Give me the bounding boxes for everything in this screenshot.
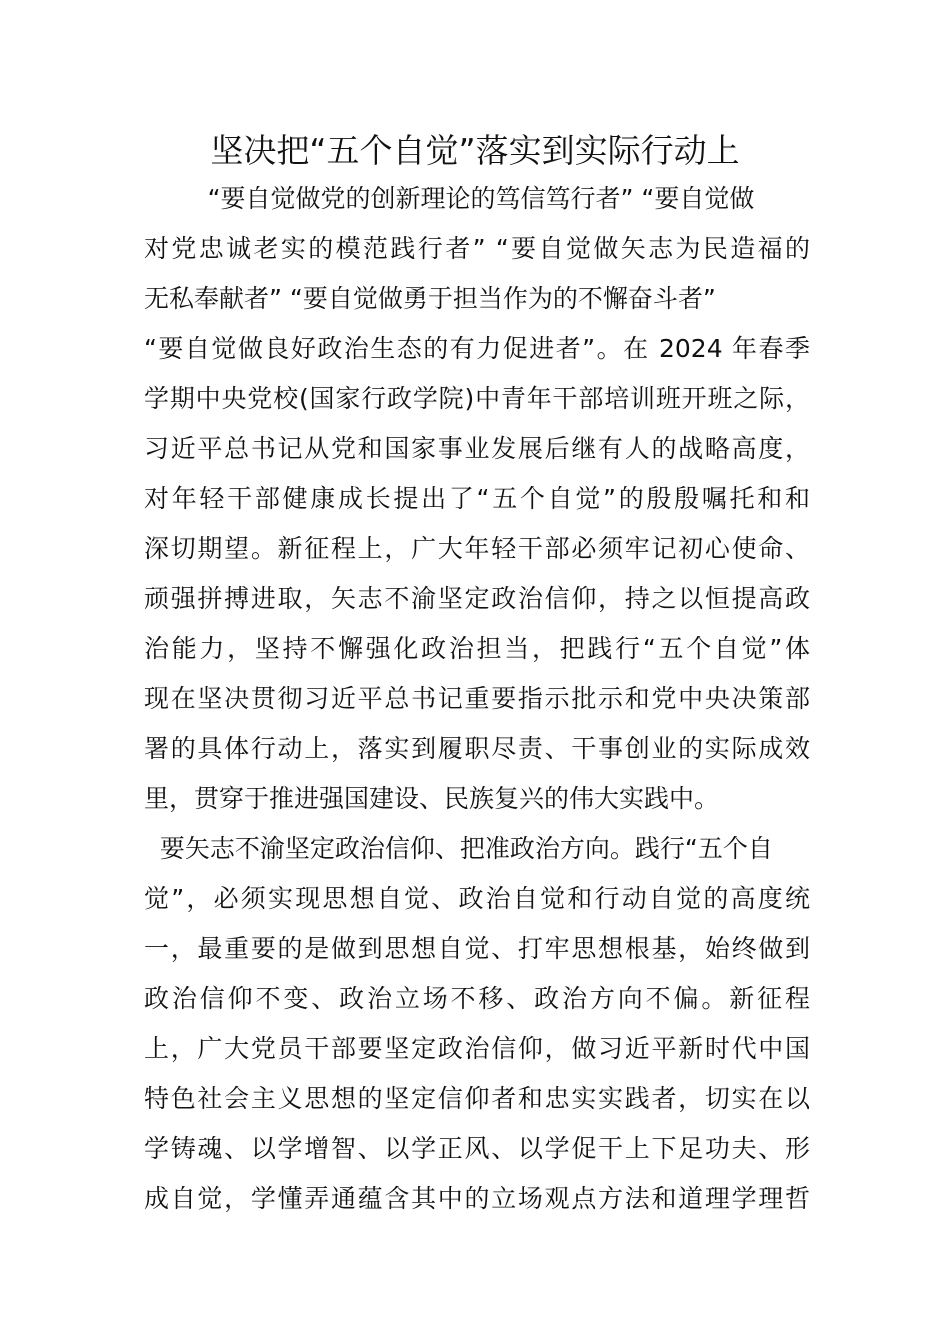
body-line: 顽强拼搏进取，矢志不渝坚定政治信仰，持之以恒提高政	[144, 584, 810, 613]
body-line: 对党忠诚老实的模范践行者” “要自觉做矢志为民造福的	[144, 234, 810, 263]
body-line: 现在坚决贯彻习近平总书记重要指示批示和党中央决策部	[144, 684, 810, 713]
body-line: 深切期望。新征程上，广大年轻干部必须牢记初心使命、	[144, 534, 810, 563]
body-line: 学铸魂、以学增智、以学正风、以学促干上下足功夫、形	[144, 1134, 810, 1163]
body-line: 上，广大党员干部要坚定政治信仰，做习近平新时代中国	[144, 1034, 810, 1063]
body-line: 一，最重要的是做到思想自觉、打牢思想根基，始终做到	[144, 934, 810, 963]
body-line: 里，贯穿于推进强国建设、民族复兴的伟大实践中。	[144, 784, 720, 813]
body-line: 成自觉，学懂弄通蕴含其中的立场观点方法和道理学理哲	[144, 1184, 810, 1213]
body-line: 治能力，坚持不懈强化政治担当，把践行“五个自觉”体	[144, 634, 810, 663]
body-line: 要矢志不渝坚定政治信仰、把准政治方向。践行“五个自	[144, 834, 773, 863]
body-line: “要自觉做良好政治生态的有力促进者”。在 2024 年春季	[144, 334, 810, 363]
body-line: 署的具体行动上，落实到履职尽责、干事创业的实际成效	[144, 734, 810, 763]
body-line: 学期中央党校(国家行政学院)中青年干部培训班开班之际，	[144, 384, 810, 413]
body-line: “要自觉做党的创新理论的笃信笃行者” “要自觉做	[144, 184, 755, 213]
body-line: 觉”，必须实现思想自觉、政治自觉和行动自觉的高度统	[144, 884, 810, 913]
body-line: 政治信仰不变、政治立场不移、政治方向不偏。新征程	[144, 984, 810, 1013]
body-line: 无私奉献者” “要自觉做勇于担当作为的不懈奋斗者”	[144, 284, 716, 313]
body-line: 特色社会主义思想的坚定信仰者和忠实实践者，切实在以	[144, 1084, 810, 1113]
body-line: 对年轻干部健康成长提出了“五个自觉”的殷殷嘱托和和	[144, 484, 810, 513]
document-title: 坚决把“五个自觉”落实到实际行动上	[210, 131, 740, 170]
body-line: 习近平总书记从党和国家事业发展后继有人的战略高度，	[144, 434, 810, 463]
